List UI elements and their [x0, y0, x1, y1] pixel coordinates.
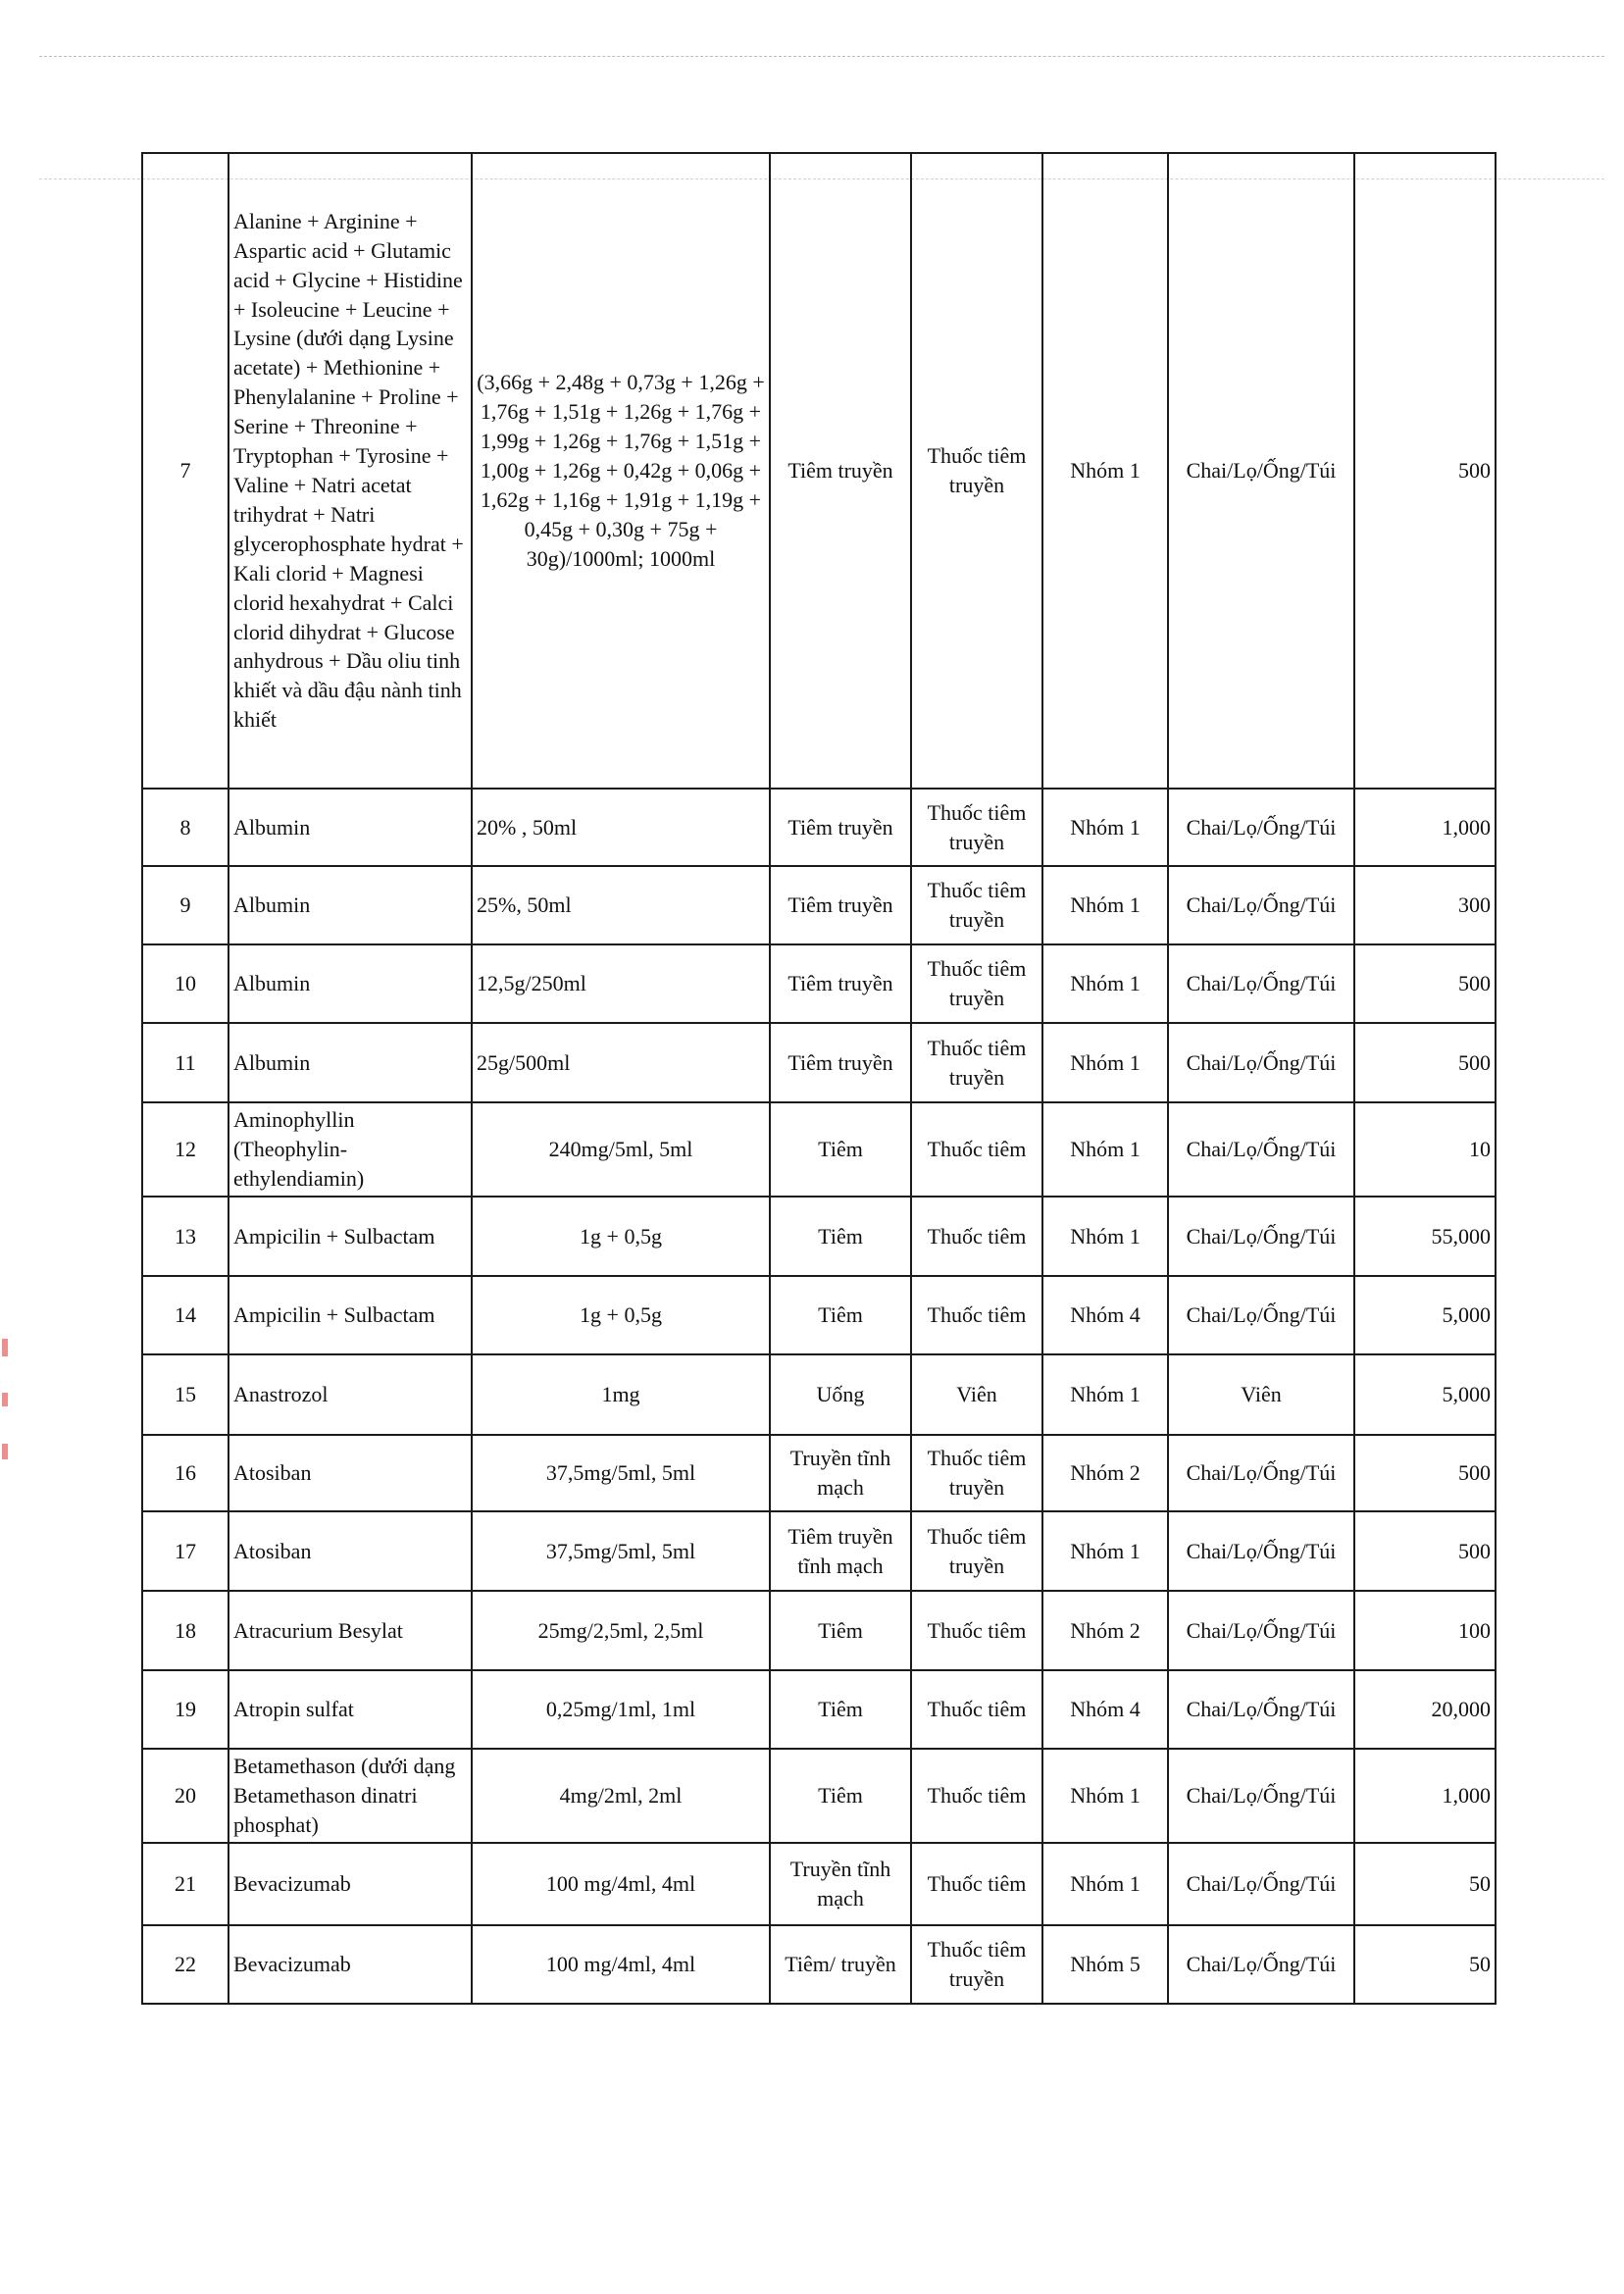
quantity-cell: 50 — [1354, 1843, 1496, 1925]
drug-name-cell: Albumin — [228, 1023, 472, 1102]
packaging-cell: Chai/Lọ/Ống/Túi — [1168, 1843, 1354, 1925]
quantity-cell: 50 — [1354, 1925, 1496, 2004]
table-row — [142, 789, 1496, 866]
route-cell: Tiêm/ truyền — [770, 1925, 911, 2004]
drug-name-cell: Anastrozol — [228, 1354, 472, 1435]
dosage-form-cell: Thuốc tiêm truyền — [911, 866, 1042, 944]
concentration-cell: 4mg/2ml, 2ml — [472, 1749, 770, 1843]
packaging-cell: Chai/Lọ/Ống/Túi — [1168, 1925, 1354, 2004]
group-cell: Nhóm 1 — [1042, 153, 1168, 789]
concentration-cell: 1g + 0,5g — [472, 1197, 770, 1276]
packaging-cell: Chai/Lọ/Ống/Túi — [1168, 1197, 1354, 1276]
group-cell: Nhóm 2 — [1042, 1435, 1168, 1511]
drug-name-cell: Alanine + Arginine + Aspartic acid + Glutamic acid + Glycine + Histidine + Isoleucine + Leucine + Lysine (dưới dạng Lysine acetate) + Methionine + Phenylalanine + Proline + Serine + Threonine + Tryptophan + Tyrosine + Valine + Natri acetat trihydrat + Natri glycerophosphate hydrat + Kali clorid + Magnesi clorid hexahydrat + Calci clorid dihydrat + Glucose anhydrous + Dầu oliu tinh khiết và dầu đậu nành tinh khiết — [228, 153, 472, 789]
table-row — [142, 1276, 1496, 1354]
concentration-cell: 25mg/2,5ml, 2,5ml — [472, 1591, 770, 1670]
quantity-cell: 10 — [1354, 1102, 1496, 1197]
group-cell: Nhóm 1 — [1042, 1023, 1168, 1102]
stt-cell: 20 — [142, 1749, 228, 1843]
quantity-cell: 500 — [1354, 1435, 1496, 1511]
stt-cell: 16 — [142, 1435, 228, 1511]
stt-cell: 18 — [142, 1591, 228, 1670]
route-cell: Tiêm — [770, 1749, 911, 1843]
stt-cell: 9 — [142, 866, 228, 944]
drug-name-cell: Albumin — [228, 789, 472, 866]
table-row — [142, 944, 1496, 1023]
route-cell: Tiêm — [770, 1276, 911, 1354]
drug-name-cell: Atracurium Besylat — [228, 1591, 472, 1670]
dosage-form-cell: Thuốc tiêm truyền — [911, 1435, 1042, 1511]
table-row — [142, 1435, 1496, 1511]
route-cell: Tiêm truyền — [770, 789, 911, 866]
group-cell: Nhóm 1 — [1042, 789, 1168, 866]
group-cell: Nhóm 1 — [1042, 866, 1168, 944]
drug-name-cell: Atosiban — [228, 1435, 472, 1511]
table-row — [142, 1102, 1496, 1197]
packaging-cell: Chai/Lọ/Ống/Túi — [1168, 789, 1354, 866]
stt-cell: 7 — [142, 153, 228, 789]
table-row — [142, 866, 1496, 944]
drug-name-cell: Bevacizumab — [228, 1925, 472, 2004]
concentration-cell: 25g/500ml — [472, 1023, 770, 1102]
group-cell: Nhóm 4 — [1042, 1276, 1168, 1354]
route-cell: Truyền tĩnh mạch — [770, 1435, 911, 1511]
packaging-cell: Chai/Lọ/Ống/Túi — [1168, 1023, 1354, 1102]
group-cell: Nhóm 2 — [1042, 1591, 1168, 1670]
group-cell: Nhóm 1 — [1042, 1749, 1168, 1843]
packaging-cell: Chai/Lọ/Ống/Túi — [1168, 866, 1354, 944]
dosage-form-cell: Thuốc tiêm truyền — [911, 1925, 1042, 2004]
dosage-form-cell: Thuốc tiêm truyền — [911, 789, 1042, 866]
concentration-cell: 1mg — [472, 1354, 770, 1435]
dosage-form-cell: Thuốc tiêm — [911, 1591, 1042, 1670]
table-row — [142, 1511, 1496, 1591]
drug-list-table — [141, 152, 1497, 2005]
packaging-cell: Chai/Lọ/Ống/Túi — [1168, 1102, 1354, 1197]
dosage-form-cell: Thuốc tiêm truyền — [911, 1511, 1042, 1591]
scan-artifact-mark — [2, 1339, 8, 1356]
scan-artifact-mark — [2, 1444, 8, 1459]
route-cell: Tiêm — [770, 1102, 911, 1197]
dosage-form-cell: Thuốc tiêm — [911, 1843, 1042, 1925]
packaging-cell: Chai/Lọ/Ống/Túi — [1168, 1670, 1354, 1749]
packaging-cell: Chai/Lọ/Ống/Túi — [1168, 1276, 1354, 1354]
concentration-cell: 20% , 50ml — [472, 789, 770, 866]
dosage-form-cell: Thuốc tiêm — [911, 1276, 1042, 1354]
table-row — [142, 1197, 1496, 1276]
stt-cell: 10 — [142, 944, 228, 1023]
stt-cell: 22 — [142, 1925, 228, 2004]
drug-name-cell: Albumin — [228, 944, 472, 1023]
scan-artifact-line — [39, 56, 1604, 57]
table-row — [142, 1670, 1496, 1749]
packaging-cell: Chai/Lọ/Ống/Túi — [1168, 1591, 1354, 1670]
quantity-cell: 500 — [1354, 153, 1496, 789]
concentration-cell: 25%, 50ml — [472, 866, 770, 944]
group-cell: Nhóm 1 — [1042, 1197, 1168, 1276]
group-cell: Nhóm 1 — [1042, 944, 1168, 1023]
stt-cell: 13 — [142, 1197, 228, 1276]
quantity-cell: 55,000 — [1354, 1197, 1496, 1276]
drug-name-cell: Ampicilin + Sulbactam — [228, 1276, 472, 1354]
group-cell: Nhóm 1 — [1042, 1843, 1168, 1925]
table-row — [142, 1925, 1496, 2004]
scan-artifact-mark — [2, 1393, 8, 1406]
quantity-cell: 5,000 — [1354, 1354, 1496, 1435]
dosage-form-cell: Thuốc tiêm — [911, 1102, 1042, 1197]
quantity-cell: 100 — [1354, 1591, 1496, 1670]
route-cell: Tiêm truyền tĩnh mạch — [770, 1511, 911, 1591]
stt-cell: 11 — [142, 1023, 228, 1102]
packaging-cell: Chai/Lọ/Ống/Túi — [1168, 1435, 1354, 1511]
stt-cell: 12 — [142, 1102, 228, 1197]
route-cell: Truyền tĩnh mạch — [770, 1843, 911, 1925]
packaging-cell: Chai/Lọ/Ống/Túi — [1168, 1749, 1354, 1843]
group-cell: Nhóm 5 — [1042, 1925, 1168, 2004]
packaging-cell: Chai/Lọ/Ống/Túi — [1168, 153, 1354, 789]
stt-cell: 15 — [142, 1354, 228, 1435]
quantity-cell: 20,000 — [1354, 1670, 1496, 1749]
concentration-cell: 100 mg/4ml, 4ml — [472, 1925, 770, 2004]
drug-name-cell: Ampicilin + Sulbactam — [228, 1197, 472, 1276]
route-cell: Tiêm — [770, 1670, 911, 1749]
route-cell: Tiêm truyền — [770, 944, 911, 1023]
route-cell: Tiêm — [770, 1197, 911, 1276]
group-cell: Nhóm 1 — [1042, 1511, 1168, 1591]
quantity-cell: 500 — [1354, 1023, 1496, 1102]
route-cell: Tiêm — [770, 1591, 911, 1670]
dosage-form-cell: Thuốc tiêm truyền — [911, 944, 1042, 1023]
quantity-cell: 1,000 — [1354, 789, 1496, 866]
drug-name-cell: Bevacizumab — [228, 1843, 472, 1925]
concentration-cell: 240mg/5ml, 5ml — [472, 1102, 770, 1197]
route-cell: Tiêm truyền — [770, 1023, 911, 1102]
group-cell: Nhóm 1 — [1042, 1354, 1168, 1435]
table-row — [142, 1749, 1496, 1843]
route-cell: Tiêm truyền — [770, 153, 911, 789]
drug-name-cell: Atosiban — [228, 1511, 472, 1591]
group-cell: Nhóm 4 — [1042, 1670, 1168, 1749]
table-row — [142, 1843, 1496, 1925]
quantity-cell: 500 — [1354, 944, 1496, 1023]
route-cell: Uống — [770, 1354, 911, 1435]
stt-cell: 19 — [142, 1670, 228, 1749]
table-row — [142, 153, 1496, 789]
concentration-cell: (3,66g + 2,48g + 0,73g + 1,26g + 1,76g + 1,51g + 1,26g + 1,76g + 1,99g + 1,26g + 1,76g + 1,51g + 1,00g + 1,26g + 0,42g + 0,06g + 1,62g + 1,16g + 1,91g + 1,19g + 0,45g + 0,30g + 75g + 30g)/1000ml; 1000ml — [472, 153, 770, 789]
table-row — [142, 1023, 1496, 1102]
quantity-cell: 1,000 — [1354, 1749, 1496, 1843]
dosage-form-cell: Viên — [911, 1354, 1042, 1435]
stt-cell: 8 — [142, 789, 228, 866]
packaging-cell: Chai/Lọ/Ống/Túi — [1168, 1511, 1354, 1591]
dosage-form-cell: Thuốc tiêm — [911, 1749, 1042, 1843]
dosage-form-cell: Thuốc tiêm truyền — [911, 1023, 1042, 1102]
drug-name-cell: Atropin sulfat — [228, 1670, 472, 1749]
packaging-cell: Chai/Lọ/Ống/Túi — [1168, 944, 1354, 1023]
dosage-form-cell: Thuốc tiêm truyền — [911, 153, 1042, 789]
quantity-cell: 300 — [1354, 866, 1496, 944]
table-row — [142, 1354, 1496, 1435]
concentration-cell: 37,5mg/5ml, 5ml — [472, 1435, 770, 1511]
route-cell: Tiêm truyền — [770, 866, 911, 944]
concentration-cell: 12,5g/250ml — [472, 944, 770, 1023]
concentration-cell: 0,25mg/1ml, 1ml — [472, 1670, 770, 1749]
table-row — [142, 1591, 1496, 1670]
concentration-cell: 37,5mg/5ml, 5ml — [472, 1511, 770, 1591]
quantity-cell: 5,000 — [1354, 1276, 1496, 1354]
quantity-cell: 500 — [1354, 1511, 1496, 1591]
dosage-form-cell: Thuốc tiêm — [911, 1670, 1042, 1749]
concentration-cell: 1g + 0,5g — [472, 1276, 770, 1354]
stt-cell: 21 — [142, 1843, 228, 1925]
packaging-cell: Viên — [1168, 1354, 1354, 1435]
stt-cell: 17 — [142, 1511, 228, 1591]
stt-cell: 14 — [142, 1276, 228, 1354]
concentration-cell: 100 mg/4ml, 4ml — [472, 1843, 770, 1925]
group-cell: Nhóm 1 — [1042, 1102, 1168, 1197]
drug-name-cell: Betamethason (dưới dạng Betamethason dinatri phosphat) — [228, 1749, 472, 1843]
drug-name-cell: Aminophyllin (Theophylin-ethylendiamin) — [228, 1102, 472, 1197]
drug-name-cell: Albumin — [228, 866, 472, 944]
dosage-form-cell: Thuốc tiêm — [911, 1197, 1042, 1276]
